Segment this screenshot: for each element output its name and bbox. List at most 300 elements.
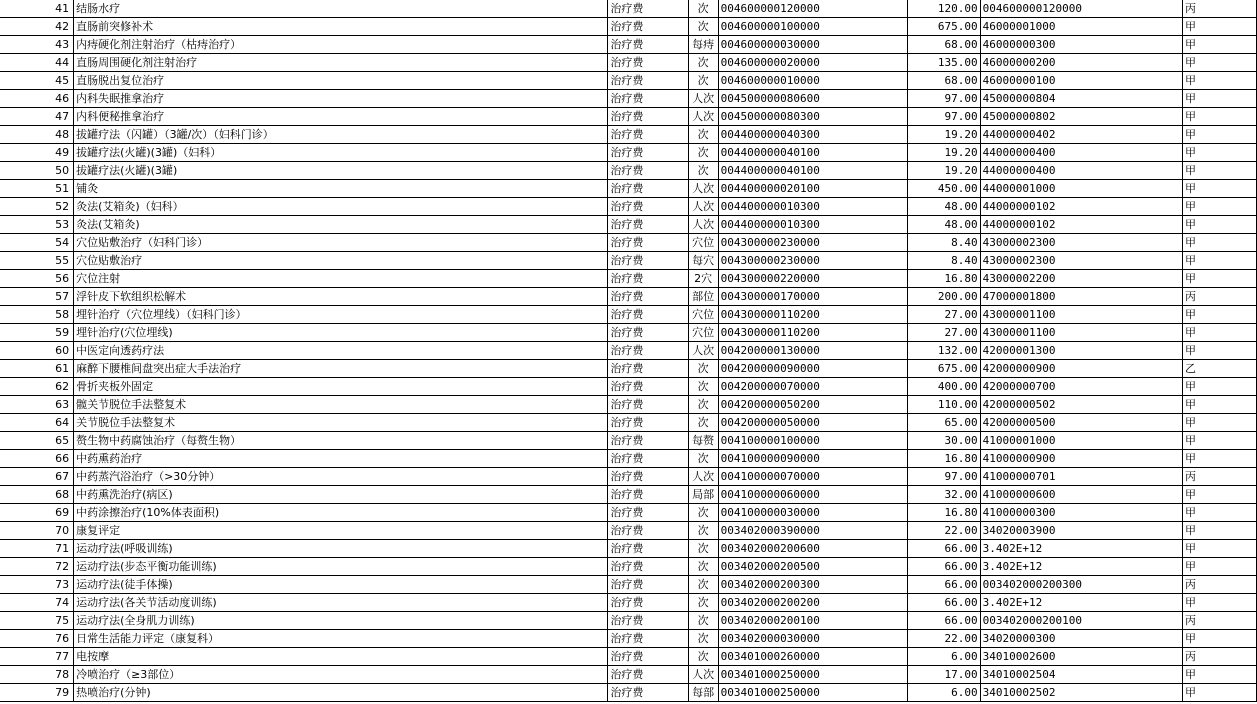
unit-cell[interactable]: 次 bbox=[688, 612, 718, 630]
row-number-cell[interactable]: 73 bbox=[0, 576, 74, 594]
national-code-cell[interactable]: 41000000900 bbox=[980, 450, 1182, 468]
unit-cell[interactable]: 人次 bbox=[688, 216, 718, 234]
price-cell[interactable]: 22.00 bbox=[908, 522, 981, 540]
category-cell[interactable]: 治疗费 bbox=[608, 216, 688, 234]
national-code-cell[interactable]: 44000000400 bbox=[980, 162, 1182, 180]
row-number-cell[interactable]: 76 bbox=[0, 630, 74, 648]
grade-cell[interactable]: 甲 bbox=[1182, 522, 1256, 540]
unit-cell[interactable]: 次 bbox=[688, 72, 718, 90]
item-name-cell[interactable]: 赘生物中药腐蚀治疗（每赘生物） bbox=[74, 432, 608, 450]
category-cell[interactable]: 治疗费 bbox=[608, 378, 688, 396]
price-cell[interactable]: 48.00 bbox=[908, 216, 981, 234]
row-number-cell[interactable]: 42 bbox=[0, 18, 74, 36]
item-name-cell[interactable]: 麻醉下腰椎间盘突出症大手法治疗 bbox=[74, 360, 608, 378]
grade-cell[interactable]: 丙 bbox=[1182, 612, 1256, 630]
row-number-cell[interactable]: 52 bbox=[0, 198, 74, 216]
grade-cell[interactable]: 甲 bbox=[1182, 54, 1256, 72]
unit-cell[interactable]: 次 bbox=[688, 450, 718, 468]
row-number-cell[interactable]: 79 bbox=[0, 684, 74, 702]
category-cell[interactable]: 治疗费 bbox=[608, 306, 688, 324]
row-number-cell[interactable]: 78 bbox=[0, 666, 74, 684]
national-code-cell[interactable]: 34010002504 bbox=[980, 666, 1182, 684]
row-number-cell[interactable]: 60 bbox=[0, 342, 74, 360]
price-cell[interactable]: 120.00 bbox=[908, 0, 981, 18]
category-cell[interactable]: 治疗费 bbox=[608, 198, 688, 216]
category-cell[interactable]: 治疗费 bbox=[608, 576, 688, 594]
grade-cell[interactable]: 丙 bbox=[1182, 648, 1256, 666]
category-cell[interactable]: 治疗费 bbox=[608, 288, 688, 306]
item-name-cell[interactable]: 中药熏洗治疗(病区) bbox=[74, 486, 608, 504]
row-number-cell[interactable]: 53 bbox=[0, 216, 74, 234]
category-cell[interactable]: 治疗费 bbox=[608, 666, 688, 684]
category-cell[interactable]: 治疗费 bbox=[608, 0, 688, 18]
price-cell[interactable]: 110.00 bbox=[908, 396, 981, 414]
price-cell[interactable]: 8.40 bbox=[908, 252, 981, 270]
unit-cell[interactable]: 次 bbox=[688, 594, 718, 612]
category-cell[interactable]: 治疗费 bbox=[608, 162, 688, 180]
unit-cell[interactable]: 穴位 bbox=[688, 306, 718, 324]
category-cell[interactable]: 治疗费 bbox=[608, 486, 688, 504]
code-cell[interactable]: 004100000060000 bbox=[718, 486, 908, 504]
code-cell[interactable]: 003401000250000 bbox=[718, 666, 908, 684]
price-cell[interactable]: 19.20 bbox=[908, 126, 981, 144]
code-cell[interactable]: 004400000010300 bbox=[718, 198, 908, 216]
unit-cell[interactable]: 次 bbox=[688, 504, 718, 522]
row-number-cell[interactable]: 74 bbox=[0, 594, 74, 612]
grade-cell[interactable]: 甲 bbox=[1182, 378, 1256, 396]
unit-cell[interactable]: 每痔 bbox=[688, 36, 718, 54]
unit-cell[interactable]: 次 bbox=[688, 360, 718, 378]
national-code-cell[interactable]: 34010002502 bbox=[980, 684, 1182, 702]
code-cell[interactable]: 004200000070000 bbox=[718, 378, 908, 396]
code-cell[interactable]: 004300000170000 bbox=[718, 288, 908, 306]
national-code-cell[interactable]: 46000000200 bbox=[980, 54, 1182, 72]
category-cell[interactable]: 治疗费 bbox=[608, 126, 688, 144]
national-code-cell[interactable]: 34020003900 bbox=[980, 522, 1182, 540]
item-name-cell[interactable]: 内科失眠推拿治疗 bbox=[74, 90, 608, 108]
national-code-cell[interactable]: 42000000500 bbox=[980, 414, 1182, 432]
national-code-cell[interactable]: 004600000120000 bbox=[980, 0, 1182, 18]
item-name-cell[interactable]: 埋针治疗（穴位埋线）（妇科门诊） bbox=[74, 306, 608, 324]
grade-cell[interactable]: 丙 bbox=[1182, 468, 1256, 486]
code-cell[interactable]: 003401000260000 bbox=[718, 648, 908, 666]
code-cell[interactable]: 004500000080600 bbox=[718, 90, 908, 108]
row-number-cell[interactable]: 45 bbox=[0, 72, 74, 90]
row-number-cell[interactable]: 69 bbox=[0, 504, 74, 522]
item-name-cell[interactable]: 穴位注射 bbox=[74, 270, 608, 288]
row-number-cell[interactable]: 51 bbox=[0, 180, 74, 198]
category-cell[interactable]: 治疗费 bbox=[608, 144, 688, 162]
item-name-cell[interactable]: 运动疗法(徒手体操) bbox=[74, 576, 608, 594]
national-code-cell[interactable]: 44000000102 bbox=[980, 198, 1182, 216]
national-code-cell[interactable]: 41000001000 bbox=[980, 432, 1182, 450]
item-name-cell[interactable]: 内痔硬化剂注射治疗（枯痔治疗） bbox=[74, 36, 608, 54]
row-number-cell[interactable]: 57 bbox=[0, 288, 74, 306]
code-cell[interactable]: 004300000230000 bbox=[718, 252, 908, 270]
category-cell[interactable]: 治疗费 bbox=[608, 54, 688, 72]
row-number-cell[interactable]: 77 bbox=[0, 648, 74, 666]
price-cell[interactable]: 16.80 bbox=[908, 270, 981, 288]
price-cell[interactable]: 135.00 bbox=[908, 54, 981, 72]
unit-cell[interactable]: 次 bbox=[688, 576, 718, 594]
code-cell[interactable]: 004600000010000 bbox=[718, 72, 908, 90]
unit-cell[interactable]: 每部 bbox=[688, 684, 718, 702]
item-name-cell[interactable]: 拔罐疗法(火罐)(3罐)（妇科） bbox=[74, 144, 608, 162]
national-code-cell[interactable]: 41000000600 bbox=[980, 486, 1182, 504]
grade-cell[interactable]: 甲 bbox=[1182, 486, 1256, 504]
row-number-cell[interactable]: 58 bbox=[0, 306, 74, 324]
row-number-cell[interactable]: 62 bbox=[0, 378, 74, 396]
national-code-cell[interactable]: 46000000100 bbox=[980, 72, 1182, 90]
unit-cell[interactable]: 每赘 bbox=[688, 432, 718, 450]
grade-cell[interactable]: 甲 bbox=[1182, 162, 1256, 180]
code-cell[interactable]: 004100000090000 bbox=[718, 450, 908, 468]
code-cell[interactable]: 004600000120000 bbox=[718, 0, 908, 18]
price-cell[interactable]: 6.00 bbox=[908, 684, 981, 702]
category-cell[interactable]: 治疗费 bbox=[608, 270, 688, 288]
row-number-cell[interactable]: 72 bbox=[0, 558, 74, 576]
national-code-cell[interactable]: 43000002200 bbox=[980, 270, 1182, 288]
code-cell[interactable]: 004100000070000 bbox=[718, 468, 908, 486]
item-name-cell[interactable]: 髋关节脱位手法整复术 bbox=[74, 396, 608, 414]
row-number-cell[interactable]: 48 bbox=[0, 126, 74, 144]
code-cell[interactable]: 004300000230000 bbox=[718, 234, 908, 252]
row-number-cell[interactable]: 49 bbox=[0, 144, 74, 162]
row-number-cell[interactable]: 47 bbox=[0, 108, 74, 126]
code-cell[interactable]: 004400000040100 bbox=[718, 144, 908, 162]
row-number-cell[interactable]: 68 bbox=[0, 486, 74, 504]
row-number-cell[interactable]: 41 bbox=[0, 0, 74, 18]
price-cell[interactable]: 675.00 bbox=[908, 18, 981, 36]
price-cell[interactable]: 97.00 bbox=[908, 468, 981, 486]
category-cell[interactable]: 治疗费 bbox=[608, 612, 688, 630]
grade-cell[interactable]: 丙 bbox=[1182, 576, 1256, 594]
national-code-cell[interactable]: 43000001100 bbox=[980, 324, 1182, 342]
code-cell[interactable]: 004400000040100 bbox=[718, 162, 908, 180]
row-number-cell[interactable]: 71 bbox=[0, 540, 74, 558]
unit-cell[interactable]: 穴位 bbox=[688, 234, 718, 252]
grade-cell[interactable]: 甲 bbox=[1182, 180, 1256, 198]
category-cell[interactable]: 治疗费 bbox=[608, 234, 688, 252]
price-cell[interactable]: 66.00 bbox=[908, 576, 981, 594]
category-cell[interactable]: 治疗费 bbox=[608, 684, 688, 702]
code-cell[interactable]: 004600000020000 bbox=[718, 54, 908, 72]
price-cell[interactable]: 68.00 bbox=[908, 72, 981, 90]
price-cell[interactable]: 8.40 bbox=[908, 234, 981, 252]
item-name-cell[interactable]: 直肠周围硬化剂注射治疗 bbox=[74, 54, 608, 72]
category-cell[interactable]: 治疗费 bbox=[608, 558, 688, 576]
code-cell[interactable]: 003402000390000 bbox=[718, 522, 908, 540]
price-cell[interactable]: 675.00 bbox=[908, 360, 981, 378]
category-cell[interactable]: 治疗费 bbox=[608, 72, 688, 90]
item-name-cell[interactable]: 中药涂擦治疗(10%体表面积) bbox=[74, 504, 608, 522]
code-cell[interactable]: 004400000010300 bbox=[718, 216, 908, 234]
national-code-cell[interactable]: 34010002600 bbox=[980, 648, 1182, 666]
item-name-cell[interactable]: 中医定向透药疗法 bbox=[74, 342, 608, 360]
price-cell[interactable]: 66.00 bbox=[908, 612, 981, 630]
grade-cell[interactable]: 甲 bbox=[1182, 630, 1256, 648]
price-cell[interactable]: 19.20 bbox=[908, 144, 981, 162]
code-cell[interactable]: 004300000110200 bbox=[718, 324, 908, 342]
national-code-cell[interactable]: 34020000300 bbox=[980, 630, 1182, 648]
grade-cell[interactable]: 甲 bbox=[1182, 144, 1256, 162]
item-name-cell[interactable]: 直肠前突修补术 bbox=[74, 18, 608, 36]
code-cell[interactable]: 003402000200300 bbox=[718, 576, 908, 594]
unit-cell[interactable]: 次 bbox=[688, 126, 718, 144]
national-code-cell[interactable]: 3.402E+12 bbox=[980, 558, 1182, 576]
row-number-cell[interactable]: 66 bbox=[0, 450, 74, 468]
unit-cell[interactable]: 2穴 bbox=[688, 270, 718, 288]
price-cell[interactable]: 22.00 bbox=[908, 630, 981, 648]
price-cell[interactable]: 6.00 bbox=[908, 648, 981, 666]
national-code-cell[interactable]: 44000000402 bbox=[980, 126, 1182, 144]
grade-cell[interactable]: 甲 bbox=[1182, 18, 1256, 36]
national-code-cell[interactable]: 42000001300 bbox=[980, 342, 1182, 360]
code-cell[interactable]: 003402000200500 bbox=[718, 558, 908, 576]
unit-cell[interactable]: 次 bbox=[688, 648, 718, 666]
item-name-cell[interactable]: 关节脱位手法整复术 bbox=[74, 414, 608, 432]
code-cell[interactable]: 003401000250000 bbox=[718, 684, 908, 702]
item-name-cell[interactable]: 拔罐疗法（闪罐）（3罐/次）（妇科门诊） bbox=[74, 126, 608, 144]
price-cell[interactable]: 97.00 bbox=[908, 90, 981, 108]
national-code-cell[interactable]: 45000000804 bbox=[980, 90, 1182, 108]
code-cell[interactable]: 003402000200600 bbox=[718, 540, 908, 558]
category-cell[interactable]: 治疗费 bbox=[608, 504, 688, 522]
category-cell[interactable]: 治疗费 bbox=[608, 648, 688, 666]
row-number-cell[interactable]: 63 bbox=[0, 396, 74, 414]
national-code-cell[interactable]: 42000000502 bbox=[980, 396, 1182, 414]
grade-cell[interactable]: 甲 bbox=[1182, 414, 1256, 432]
item-name-cell[interactable]: 埋针治疗(穴位埋线) bbox=[74, 324, 608, 342]
row-number-cell[interactable]: 56 bbox=[0, 270, 74, 288]
category-cell[interactable]: 治疗费 bbox=[608, 324, 688, 342]
row-number-cell[interactable]: 61 bbox=[0, 360, 74, 378]
price-cell[interactable]: 27.00 bbox=[908, 306, 981, 324]
grade-cell[interactable]: 甲 bbox=[1182, 594, 1256, 612]
national-code-cell[interactable]: 45000000802 bbox=[980, 108, 1182, 126]
unit-cell[interactable]: 人次 bbox=[688, 108, 718, 126]
code-cell[interactable]: 004500000080300 bbox=[718, 108, 908, 126]
national-code-cell[interactable]: 42000000700 bbox=[980, 378, 1182, 396]
unit-cell[interactable]: 次 bbox=[688, 540, 718, 558]
national-code-cell[interactable]: 003402000200300 bbox=[980, 576, 1182, 594]
unit-cell[interactable]: 次 bbox=[688, 18, 718, 36]
national-code-cell[interactable]: 47000001800 bbox=[980, 288, 1182, 306]
price-cell[interactable]: 66.00 bbox=[908, 558, 981, 576]
item-name-cell[interactable]: 铺灸 bbox=[74, 180, 608, 198]
grade-cell[interactable]: 甲 bbox=[1182, 504, 1256, 522]
price-cell[interactable]: 132.00 bbox=[908, 342, 981, 360]
category-cell[interactable]: 治疗费 bbox=[608, 252, 688, 270]
row-number-cell[interactable]: 46 bbox=[0, 90, 74, 108]
national-code-cell[interactable]: 42000000900 bbox=[980, 360, 1182, 378]
item-name-cell[interactable]: 直肠脱出复位治疗 bbox=[74, 72, 608, 90]
unit-cell[interactable]: 人次 bbox=[688, 198, 718, 216]
unit-cell[interactable]: 次 bbox=[688, 0, 718, 18]
row-number-cell[interactable]: 43 bbox=[0, 36, 74, 54]
grade-cell[interactable]: 甲 bbox=[1182, 450, 1256, 468]
unit-cell[interactable]: 穴位 bbox=[688, 324, 718, 342]
national-code-cell[interactable]: 44000001000 bbox=[980, 180, 1182, 198]
unit-cell[interactable]: 次 bbox=[688, 144, 718, 162]
code-cell[interactable]: 004200000050200 bbox=[718, 396, 908, 414]
grade-cell[interactable]: 甲 bbox=[1182, 108, 1256, 126]
row-number-cell[interactable]: 75 bbox=[0, 612, 74, 630]
price-cell[interactable]: 450.00 bbox=[908, 180, 981, 198]
category-cell[interactable]: 治疗费 bbox=[608, 594, 688, 612]
price-cell[interactable]: 68.00 bbox=[908, 36, 981, 54]
row-number-cell[interactable]: 59 bbox=[0, 324, 74, 342]
unit-cell[interactable]: 次 bbox=[688, 558, 718, 576]
unit-cell[interactable]: 人次 bbox=[688, 468, 718, 486]
code-cell[interactable]: 004100000100000 bbox=[718, 432, 908, 450]
category-cell[interactable]: 治疗费 bbox=[608, 432, 688, 450]
category-cell[interactable]: 治疗费 bbox=[608, 36, 688, 54]
category-cell[interactable]: 治疗费 bbox=[608, 468, 688, 486]
row-number-cell[interactable]: 70 bbox=[0, 522, 74, 540]
grade-cell[interactable]: 甲 bbox=[1182, 126, 1256, 144]
code-cell[interactable]: 003402000200100 bbox=[718, 612, 908, 630]
item-name-cell[interactable]: 运动疗法(各关节活动度训练) bbox=[74, 594, 608, 612]
code-cell[interactable]: 004300000220000 bbox=[718, 270, 908, 288]
grade-cell[interactable]: 甲 bbox=[1182, 396, 1256, 414]
grade-cell[interactable]: 甲 bbox=[1182, 306, 1256, 324]
national-code-cell[interactable]: 3.402E+12 bbox=[980, 540, 1182, 558]
item-name-cell[interactable]: 中药熏药治疗 bbox=[74, 450, 608, 468]
grade-cell[interactable]: 甲 bbox=[1182, 432, 1256, 450]
code-cell[interactable]: 004600000100000 bbox=[718, 18, 908, 36]
grade-cell[interactable]: 甲 bbox=[1182, 72, 1256, 90]
item-name-cell[interactable]: 骨折夹板外固定 bbox=[74, 378, 608, 396]
code-cell[interactable]: 004200000050000 bbox=[718, 414, 908, 432]
item-name-cell[interactable]: 浮针皮下软组织松解术 bbox=[74, 288, 608, 306]
price-cell[interactable]: 48.00 bbox=[908, 198, 981, 216]
unit-cell[interactable]: 次 bbox=[688, 378, 718, 396]
item-name-cell[interactable]: 康复评定 bbox=[74, 522, 608, 540]
code-cell[interactable]: 004600000030000 bbox=[718, 36, 908, 54]
grade-cell[interactable]: 甲 bbox=[1182, 252, 1256, 270]
national-code-cell[interactable]: 44000000400 bbox=[980, 144, 1182, 162]
category-cell[interactable]: 治疗费 bbox=[608, 396, 688, 414]
grade-cell[interactable]: 丙 bbox=[1182, 0, 1256, 18]
grade-cell[interactable]: 甲 bbox=[1182, 558, 1256, 576]
code-cell[interactable]: 003402000030000 bbox=[718, 630, 908, 648]
code-cell[interactable]: 003402000200200 bbox=[718, 594, 908, 612]
unit-cell[interactable]: 次 bbox=[688, 54, 718, 72]
grade-cell[interactable]: 甲 bbox=[1182, 342, 1256, 360]
national-code-cell[interactable]: 43000001100 bbox=[980, 306, 1182, 324]
item-name-cell[interactable]: 结肠水疗 bbox=[74, 0, 608, 18]
item-name-cell[interactable]: 运动疗法(全身肌力训练) bbox=[74, 612, 608, 630]
item-name-cell[interactable]: 运动疗法(呼吸训练) bbox=[74, 540, 608, 558]
price-cell[interactable]: 16.80 bbox=[908, 450, 981, 468]
national-code-cell[interactable]: 41000000701 bbox=[980, 468, 1182, 486]
row-number-cell[interactable]: 65 bbox=[0, 432, 74, 450]
category-cell[interactable]: 治疗费 bbox=[608, 18, 688, 36]
national-code-cell[interactable]: 46000000300 bbox=[980, 36, 1182, 54]
item-name-cell[interactable]: 内科便秘推拿治疗 bbox=[74, 108, 608, 126]
national-code-cell[interactable]: 44000000102 bbox=[980, 216, 1182, 234]
price-cell[interactable]: 65.00 bbox=[908, 414, 981, 432]
code-cell[interactable]: 004100000030000 bbox=[718, 504, 908, 522]
grade-cell[interactable]: 甲 bbox=[1182, 324, 1256, 342]
price-cell[interactable]: 16.80 bbox=[908, 504, 981, 522]
code-cell[interactable]: 004200000130000 bbox=[718, 342, 908, 360]
item-name-cell[interactable]: 中药蒸汽浴治疗（>30分钟） bbox=[74, 468, 608, 486]
category-cell[interactable]: 治疗费 bbox=[608, 360, 688, 378]
unit-cell[interactable]: 人次 bbox=[688, 180, 718, 198]
unit-cell[interactable]: 每穴 bbox=[688, 252, 718, 270]
category-cell[interactable]: 治疗费 bbox=[608, 522, 688, 540]
category-cell[interactable]: 治疗费 bbox=[608, 414, 688, 432]
row-number-cell[interactable]: 44 bbox=[0, 54, 74, 72]
grade-cell[interactable]: 甲 bbox=[1182, 540, 1256, 558]
item-name-cell[interactable]: 穴位贴敷治疗（妇科门诊） bbox=[74, 234, 608, 252]
national-code-cell[interactable]: 43000002300 bbox=[980, 234, 1182, 252]
category-cell[interactable]: 治疗费 bbox=[608, 540, 688, 558]
national-code-cell[interactable]: 41000000300 bbox=[980, 504, 1182, 522]
price-cell[interactable]: 17.00 bbox=[908, 666, 981, 684]
row-number-cell[interactable]: 54 bbox=[0, 234, 74, 252]
grade-cell[interactable]: 甲 bbox=[1182, 666, 1256, 684]
grade-cell[interactable]: 甲 bbox=[1182, 234, 1256, 252]
grade-cell[interactable]: 甲 bbox=[1182, 36, 1256, 54]
national-code-cell[interactable]: 3.402E+12 bbox=[980, 594, 1182, 612]
item-name-cell[interactable]: 日常生活能力评定（康复科） bbox=[74, 630, 608, 648]
row-number-cell[interactable]: 55 bbox=[0, 252, 74, 270]
code-cell[interactable]: 004400000020100 bbox=[718, 180, 908, 198]
item-name-cell[interactable]: 运动疗法(步态平衡功能训练) bbox=[74, 558, 608, 576]
unit-cell[interactable]: 次 bbox=[688, 414, 718, 432]
item-name-cell[interactable]: 灸法(艾箱灸) bbox=[74, 216, 608, 234]
item-name-cell[interactable]: 冷喷治疗（≥3部位） bbox=[74, 666, 608, 684]
row-number-cell[interactable]: 67 bbox=[0, 468, 74, 486]
grade-cell[interactable]: 乙 bbox=[1182, 360, 1256, 378]
price-cell[interactable]: 30.00 bbox=[908, 432, 981, 450]
item-name-cell[interactable]: 灸法(艾箱灸)（妇科） bbox=[74, 198, 608, 216]
code-cell[interactable]: 004400000040300 bbox=[718, 126, 908, 144]
category-cell[interactable]: 治疗费 bbox=[608, 342, 688, 360]
price-cell[interactable]: 19.20 bbox=[908, 162, 981, 180]
item-name-cell[interactable]: 穴位贴敷治疗 bbox=[74, 252, 608, 270]
price-cell[interactable]: 400.00 bbox=[908, 378, 981, 396]
item-name-cell[interactable]: 电按摩 bbox=[74, 648, 608, 666]
code-cell[interactable]: 004200000090000 bbox=[718, 360, 908, 378]
grade-cell[interactable]: 甲 bbox=[1182, 90, 1256, 108]
category-cell[interactable]: 治疗费 bbox=[608, 108, 688, 126]
price-cell[interactable]: 32.00 bbox=[908, 486, 981, 504]
price-cell[interactable]: 66.00 bbox=[908, 540, 981, 558]
grade-cell[interactable]: 甲 bbox=[1182, 684, 1256, 702]
unit-cell[interactable]: 次 bbox=[688, 162, 718, 180]
unit-cell[interactable]: 人次 bbox=[688, 342, 718, 360]
category-cell[interactable]: 治疗费 bbox=[608, 180, 688, 198]
unit-cell[interactable]: 人次 bbox=[688, 666, 718, 684]
unit-cell[interactable]: 次 bbox=[688, 522, 718, 540]
price-cell[interactable]: 97.00 bbox=[908, 108, 981, 126]
national-code-cell[interactable]: 46000001000 bbox=[980, 18, 1182, 36]
row-number-cell[interactable]: 64 bbox=[0, 414, 74, 432]
unit-cell[interactable]: 次 bbox=[688, 630, 718, 648]
national-code-cell[interactable]: 003402000200100 bbox=[980, 612, 1182, 630]
row-number-cell[interactable]: 50 bbox=[0, 162, 74, 180]
price-cell[interactable]: 27.00 bbox=[908, 324, 981, 342]
category-cell[interactable]: 治疗费 bbox=[608, 90, 688, 108]
price-cell[interactable]: 200.00 bbox=[908, 288, 981, 306]
grade-cell[interactable]: 甲 bbox=[1182, 270, 1256, 288]
grade-cell[interactable]: 甲 bbox=[1182, 198, 1256, 216]
unit-cell[interactable]: 人次 bbox=[688, 90, 718, 108]
